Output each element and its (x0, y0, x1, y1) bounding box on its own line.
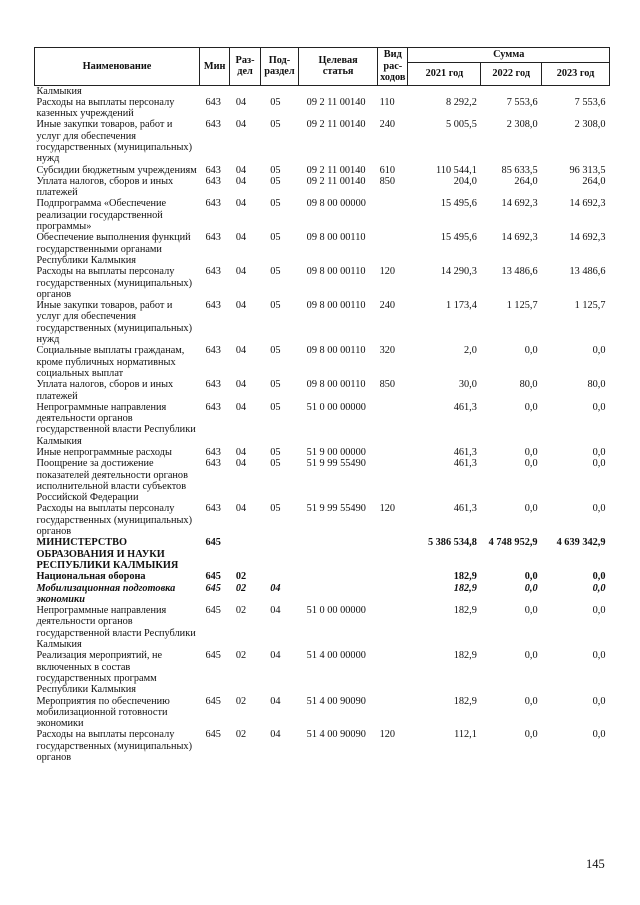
row-amount-2021: 182,9 (453, 571, 477, 583)
row-amount-2023: 264,0 (582, 175, 606, 187)
row-amount-2021: 8 292,2 (445, 96, 477, 108)
table-row (35, 537, 610, 571)
row-article (299, 537, 378, 571)
row-name: Обеспечение выполнения функций государственными органами Республики Калмыкия (36, 232, 191, 266)
row-section: 04 (235, 232, 247, 244)
row-name: Расходы на выплаты персоналу государственных (муниципальных) органов (36, 503, 193, 538)
row-amount-2023: 1 125,7 (574, 300, 606, 312)
row-amount-2021: 461,3 (453, 447, 477, 458)
row-min: 643 (205, 164, 221, 176)
table-row (35, 266, 610, 300)
row-subsection: 05 (270, 503, 281, 515)
row-amount-2023: 0,0 (592, 503, 606, 515)
row-section: 04 (235, 447, 247, 458)
table-row (35, 402, 610, 447)
row-expense-type (378, 447, 408, 458)
row-section: 02 (235, 695, 247, 707)
row-article: 09 8 00 00000 (306, 198, 366, 210)
row-expense-type: 850 (379, 175, 396, 187)
row-article: 09 2 11 00140 (306, 175, 366, 187)
row-section (230, 85, 260, 97)
row-section: 02 (235, 571, 247, 583)
row-article: 09 2 11 00140 (306, 164, 366, 176)
row-min: 645 (205, 729, 221, 741)
table-row (35, 232, 610, 266)
row-subsection: 05 (270, 266, 281, 278)
page-number: 145 (586, 857, 605, 871)
row-min: 643 (205, 119, 221, 131)
header-year-2023: 2023 год (542, 62, 610, 85)
row-subsection (260, 85, 298, 97)
row-amount-2021: 1 173,4 (445, 300, 477, 312)
row-min: 645 (205, 605, 221, 617)
row-article (299, 85, 378, 97)
row-expense-type (378, 402, 408, 447)
row-min: 645 (205, 650, 221, 662)
row-amount-2022: 0,0 (524, 571, 538, 583)
row-subsection: 04 (270, 695, 281, 707)
row-subsection: 05 (270, 96, 281, 108)
row-article: 09 8 00 00110 (306, 266, 366, 278)
row-name: МИНИСТЕРСТВО ОБРАЗОВАНИЯ И НАУКИ РЕСПУБЛИКИ КАЛМЫКИЯ (36, 537, 179, 571)
row-section: 04 (235, 503, 247, 515)
row-amount-2021: 5 386 534,8 (427, 537, 477, 549)
header-article: Целевая статья (299, 48, 378, 86)
row-amount-2022: 2 308,0 (506, 119, 538, 131)
row-subsection: 05 (270, 300, 281, 312)
table-row (35, 650, 610, 695)
row-article: 51 4 00 90090 (306, 695, 366, 707)
budget-table (34, 47, 610, 763)
table-row (35, 503, 610, 537)
table-row (35, 119, 610, 164)
row-name: Расходы на выплаты персоналу казенных учреждений (36, 96, 175, 120)
row-article: 09 2 11 00140 (306, 96, 366, 108)
row-amount-2022: 4 748 952,9 (488, 537, 538, 549)
row-name: Подпрограмма «Обеспечение реализации государственной программы» (36, 198, 167, 233)
row-expense-type: 120 (379, 266, 396, 278)
table-row (35, 729, 610, 763)
row-amount-2022: 1 125,7 (506, 300, 538, 312)
table-row (35, 571, 610, 582)
row-article: 51 4 00 00000 (306, 650, 366, 662)
row-amount-2021: 112,1 (454, 729, 477, 741)
row-amount-2023: 0,0 (592, 650, 606, 662)
row-min: 645 (205, 582, 221, 594)
row-min: 643 (205, 175, 221, 187)
row-section: 04 (235, 175, 247, 187)
row-article: 09 8 00 00110 (306, 379, 366, 391)
row-amount-2023: 2 308,0 (574, 119, 606, 131)
row-expense-type: 120 (379, 729, 396, 741)
header-sum: Сумма (408, 48, 610, 63)
row-name: Уплата налогов, сборов и иных платежей (36, 379, 174, 402)
row-amount-2021: 204,0 (453, 175, 477, 187)
row-section: 04 (235, 119, 247, 131)
row-subsection: 05 (270, 447, 281, 458)
header-section: Раз- дел (230, 48, 260, 86)
row-amount-2023 (542, 85, 610, 97)
row-subsection: 05 (270, 345, 281, 357)
row-expense-type: 240 (379, 300, 396, 312)
row-amount-2023: 0,0 (592, 401, 606, 413)
row-expense-type (378, 458, 408, 503)
row-amount-2023: 0,0 (592, 571, 606, 583)
row-min: 645 (205, 537, 221, 549)
header-subsection: Под- раздел (260, 48, 298, 86)
row-amount-2023: 0,0 (592, 605, 606, 617)
row-amount-2023: 14 692,3 (569, 232, 606, 244)
row-min: 643 (205, 458, 221, 470)
row-expense-type: 610 (379, 164, 396, 176)
row-amount-2022 (481, 85, 542, 97)
table-row (35, 300, 610, 345)
table-row (35, 345, 610, 379)
row-section: 04 (235, 345, 247, 357)
row-amount-2023: 14 692,3 (569, 198, 606, 210)
row-amount-2022: 14 692,3 (501, 198, 538, 210)
header-min: Мин (200, 48, 230, 86)
row-min: 643 (205, 379, 221, 391)
row-amount-2021: 15 495,6 (440, 198, 477, 210)
row-expense-type (378, 232, 408, 266)
row-name: Иные закупки товаров, работ и услуг для обеспечения государственных (муниципальных) нужд (36, 119, 193, 165)
row-subsection: 04 (270, 729, 281, 741)
row-amount-2021: 461,3 (453, 401, 477, 413)
row-section: 04 (235, 379, 247, 391)
row-article: 51 0 00 00000 (306, 401, 366, 413)
row-subsection: 04 (270, 605, 281, 617)
row-name: Национальная оборона (36, 571, 146, 583)
row-amount-2022: 0,0 (524, 729, 538, 741)
row-amount-2023: 0,0 (592, 695, 606, 707)
row-section: 04 (235, 401, 247, 413)
row-name: Расходы на выплаты персоналу государственных (муниципальных) органов (36, 266, 193, 300)
row-amount-2021: 2,0 (463, 345, 477, 357)
row-min: 645 (205, 571, 221, 583)
row-amount-2023: 13 486,6 (569, 266, 606, 278)
row-subsection: 05 (270, 379, 281, 391)
row-expense-type (378, 605, 408, 650)
row-min: 645 (205, 695, 221, 707)
table-row (35, 379, 610, 402)
row-article (299, 571, 378, 582)
row-amount-2022: 0,0 (524, 695, 538, 707)
row-subsection (260, 537, 298, 571)
row-section: 02 (235, 582, 247, 594)
table-header (35, 48, 610, 86)
row-name: Уплата налогов, сборов и иных платежей (36, 175, 174, 199)
row-amount-2022: 85 633,5 (501, 164, 538, 176)
row-section: 02 (235, 605, 247, 617)
row-subsection: 05 (270, 164, 281, 176)
row-subsection: 04 (270, 582, 281, 594)
row-amount-2021: 5 005,5 (445, 119, 477, 131)
row-amount-2022: 0,0 (524, 503, 538, 515)
row-amount-2021: 15 495,6 (440, 232, 477, 244)
row-amount-2022: 0,0 (524, 447, 538, 458)
row-expense-type (378, 696, 408, 730)
row-min: 643 (205, 198, 221, 210)
row-amount-2023: 0,0 (592, 458, 606, 470)
row-subsection: 05 (270, 401, 281, 413)
row-amount-2023: 7 553,6 (574, 96, 606, 108)
row-article: 51 9 99 55490 (306, 503, 366, 515)
row-article (299, 583, 378, 606)
row-min: 643 (205, 232, 221, 244)
row-amount-2022: 0,0 (524, 401, 538, 413)
table-row (35, 198, 610, 232)
row-subsection: 05 (270, 198, 281, 210)
row-min: 643 (205, 345, 221, 357)
row-expense-type (378, 85, 408, 97)
table-row (35, 447, 610, 458)
row-amount-2022: 264,0 (514, 175, 538, 187)
table-row (35, 97, 610, 120)
row-section: 02 (235, 729, 247, 741)
row-article: 09 8 00 00110 (306, 345, 366, 357)
row-amount-2022: 80,0 (519, 379, 538, 391)
row-amount-2022: 0,0 (524, 605, 538, 617)
row-subsection: 05 (270, 458, 281, 470)
header-year-2022: 2022 год (481, 62, 542, 85)
header-expense-type: Вид рас- ходов (378, 48, 408, 86)
row-amount-2021: 182,9 (453, 650, 477, 662)
row-amount-2021: 461,3 (453, 503, 477, 515)
row-name: Социальные выплаты гражданам, кроме публичных нормативных социальных выплат (36, 345, 185, 379)
row-name: Иные закупки товаров, работ и услуг для обеспечения государственных (муниципальных) нужд (36, 300, 193, 346)
row-amount-2021: 14 290,3 (440, 266, 477, 278)
row-amount-2023: 4 639 342,9 (556, 537, 606, 549)
row-min (200, 85, 230, 97)
row-amount-2023: 0,0 (592, 729, 606, 741)
row-amount-2023: 0,0 (592, 447, 606, 458)
row-amount-2022: 7 553,6 (506, 96, 538, 108)
table-row (35, 605, 610, 650)
row-expense-type: 320 (379, 345, 396, 357)
row-section: 04 (235, 300, 247, 312)
row-amount-2022: 0,0 (524, 582, 538, 594)
row-subsection: 04 (270, 650, 281, 662)
row-min: 643 (205, 447, 221, 458)
row-amount-2022: 0,0 (524, 345, 538, 357)
row-subsection: 05 (270, 175, 281, 187)
row-min: 643 (205, 300, 221, 312)
row-name: Мероприятия по обеспечению мобилизационной готовности экономики (36, 695, 170, 730)
table-row (35, 165, 610, 176)
table-row (35, 85, 610, 97)
row-amount-2021: 182,9 (453, 605, 477, 617)
row-amount-2023: 0,0 (592, 345, 606, 357)
row-name: Непрограммные направления деятельности органов государственной власти Республики Калмыкия (36, 401, 196, 447)
table-row (35, 583, 610, 606)
row-min: 643 (205, 503, 221, 515)
row-amount-2022: 13 486,6 (501, 266, 538, 278)
row-name: Реализация мероприятий, не включенных в состав государственных программ Республики Калмыкия (36, 650, 163, 696)
row-section: 02 (235, 650, 247, 662)
row-article: 09 8 00 00110 (306, 300, 366, 312)
row-expense-type (378, 571, 408, 582)
row-amount-2022: 0,0 (524, 458, 538, 470)
row-name: Расходы на выплаты персоналу государственных (муниципальных) органов (36, 729, 193, 764)
row-name: Иные непрограммные расходы (36, 447, 172, 458)
row-name: Мобилизационная подготовка экономики (36, 582, 176, 605)
row-min: 643 (205, 266, 221, 278)
row-name: Непрограммные направления деятельности органов государственной власти Республики Калмыкия (36, 605, 196, 651)
row-min: 643 (205, 96, 221, 108)
row-amount-2023: 0,0 (592, 582, 606, 594)
row-section: 04 (235, 96, 247, 108)
row-section: 04 (235, 266, 247, 278)
row-name: Калмыкия (36, 85, 82, 97)
row-article: 51 4 00 90090 (306, 729, 366, 741)
row-amount-2022: 14 692,3 (501, 232, 538, 244)
row-expense-type (378, 537, 408, 571)
row-amount-2023: 80,0 (587, 379, 606, 391)
row-amount-2021: 182,9 (453, 582, 477, 594)
row-expense-type (378, 583, 408, 606)
row-amount-2021: 461,3 (453, 458, 477, 470)
row-article: 51 9 00 00000 (306, 447, 366, 458)
row-subsection (260, 571, 298, 582)
row-expense-type (378, 198, 408, 232)
table-row (35, 176, 610, 199)
row-expense-type: 120 (379, 503, 396, 515)
row-subsection: 05 (270, 119, 281, 131)
row-amount-2021: 110 544,1 (436, 164, 477, 176)
row-amount-2021: 30,0 (458, 379, 477, 391)
row-expense-type: 110 (379, 96, 395, 108)
row-amount-2021: 182,9 (453, 695, 477, 707)
row-subsection: 05 (270, 232, 281, 244)
header-name: Наименование (35, 48, 200, 86)
row-section: 04 (235, 198, 247, 210)
row-name: Субсидии бюджетным учреждениям (36, 164, 197, 176)
row-expense-type: 240 (379, 119, 396, 131)
row-min: 643 (205, 401, 221, 413)
table-body (35, 85, 610, 763)
row-article: 09 2 11 00140 (306, 119, 366, 131)
header-year-2021: 2021 год (408, 62, 481, 85)
row-amount-2023: 96 313,5 (569, 164, 606, 176)
row-section (230, 537, 260, 571)
row-article: 51 0 00 00000 (306, 605, 366, 617)
table-row (35, 458, 610, 503)
document-page (34, 47, 610, 763)
row-section: 04 (235, 164, 247, 176)
row-amount-2022: 0,0 (524, 650, 538, 662)
row-expense-type: 850 (379, 379, 396, 391)
row-section: 04 (235, 458, 247, 470)
table-row (35, 696, 610, 730)
row-article: 51 9 99 55490 (306, 458, 366, 470)
row-amount-2021 (408, 85, 481, 97)
row-name: Поощрение за достижение показателей деятельности органов исполнительной власти субъектов Российской Федерации (36, 458, 188, 504)
row-expense-type (378, 650, 408, 695)
row-article: 09 8 00 00110 (306, 232, 366, 244)
